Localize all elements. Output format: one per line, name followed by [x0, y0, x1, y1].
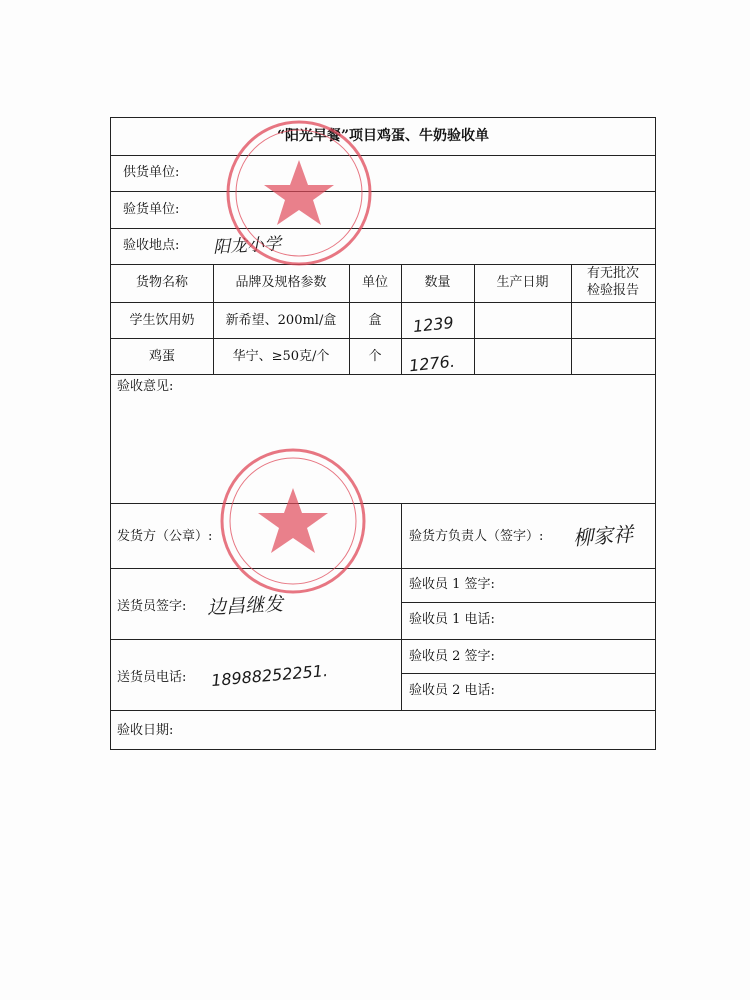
supplier-label: 供货单位: — [123, 165, 180, 180]
inspector-unit-label: 验货单位: — [123, 202, 180, 217]
row-egg-unit: 个 — [368, 349, 382, 364]
opinion-label: 验收意见: — [117, 379, 174, 394]
shipper-label: 发货方（公章）: — [117, 529, 213, 544]
col-unit: 单位 — [361, 275, 388, 290]
col-batch-report-1: 有无批次 — [586, 266, 639, 281]
form-title: “阳光早餐”项目鸡蛋、牛奶验收单 — [276, 128, 490, 144]
row-egg-spec: 华宁、≥50克/个 — [232, 349, 330, 364]
inspector2-phone-label: 验收员 2 电话: — [409, 683, 495, 698]
acceptance-form — [110, 117, 656, 750]
col-batch-report-2: 检验报告 — [586, 283, 639, 298]
row-milk-spec: 新希望、200ml/盒 — [225, 313, 337, 328]
row-milk-name: 学生饮用奶 — [129, 313, 195, 328]
row-egg-qty: 1276. — [408, 351, 456, 376]
acceptance-date-label: 验收日期: — [117, 723, 174, 738]
row-milk-unit: 盒 — [368, 313, 382, 328]
location-handwriting: 阳龙小学 — [212, 234, 282, 258]
red-seal-stamp-bottom — [218, 446, 368, 596]
inspector1-sign-label: 验收员 1 签字: — [409, 577, 495, 592]
col-brand-spec: 品牌及规格参数 — [235, 275, 327, 290]
inspector1-phone-label: 验收员 1 电话: — [409, 612, 495, 627]
receiver-head-signature: 柳家祥 — [572, 521, 634, 551]
row-milk-qty: 1239 — [412, 312, 455, 337]
courier-phone-label: 送货员电话: — [117, 670, 187, 685]
col-goods-name: 货物名称 — [135, 275, 188, 290]
courier-signature: 边昌继发 — [206, 593, 284, 619]
red-seal-stamp-top — [224, 118, 374, 268]
col-production-date: 生产日期 — [496, 275, 549, 290]
courier-sign-label: 送货员签字: — [117, 599, 187, 614]
inspector2-sign-label: 验收员 2 签字: — [409, 649, 495, 664]
courier-phone-value: 18988252251. — [210, 660, 329, 691]
col-quantity: 数量 — [424, 275, 451, 290]
row-egg-name: 鸡蛋 — [148, 349, 175, 364]
location-label: 验收地点: — [123, 238, 180, 253]
receiver-head-label: 验货方负责人（签字）: — [409, 529, 544, 544]
